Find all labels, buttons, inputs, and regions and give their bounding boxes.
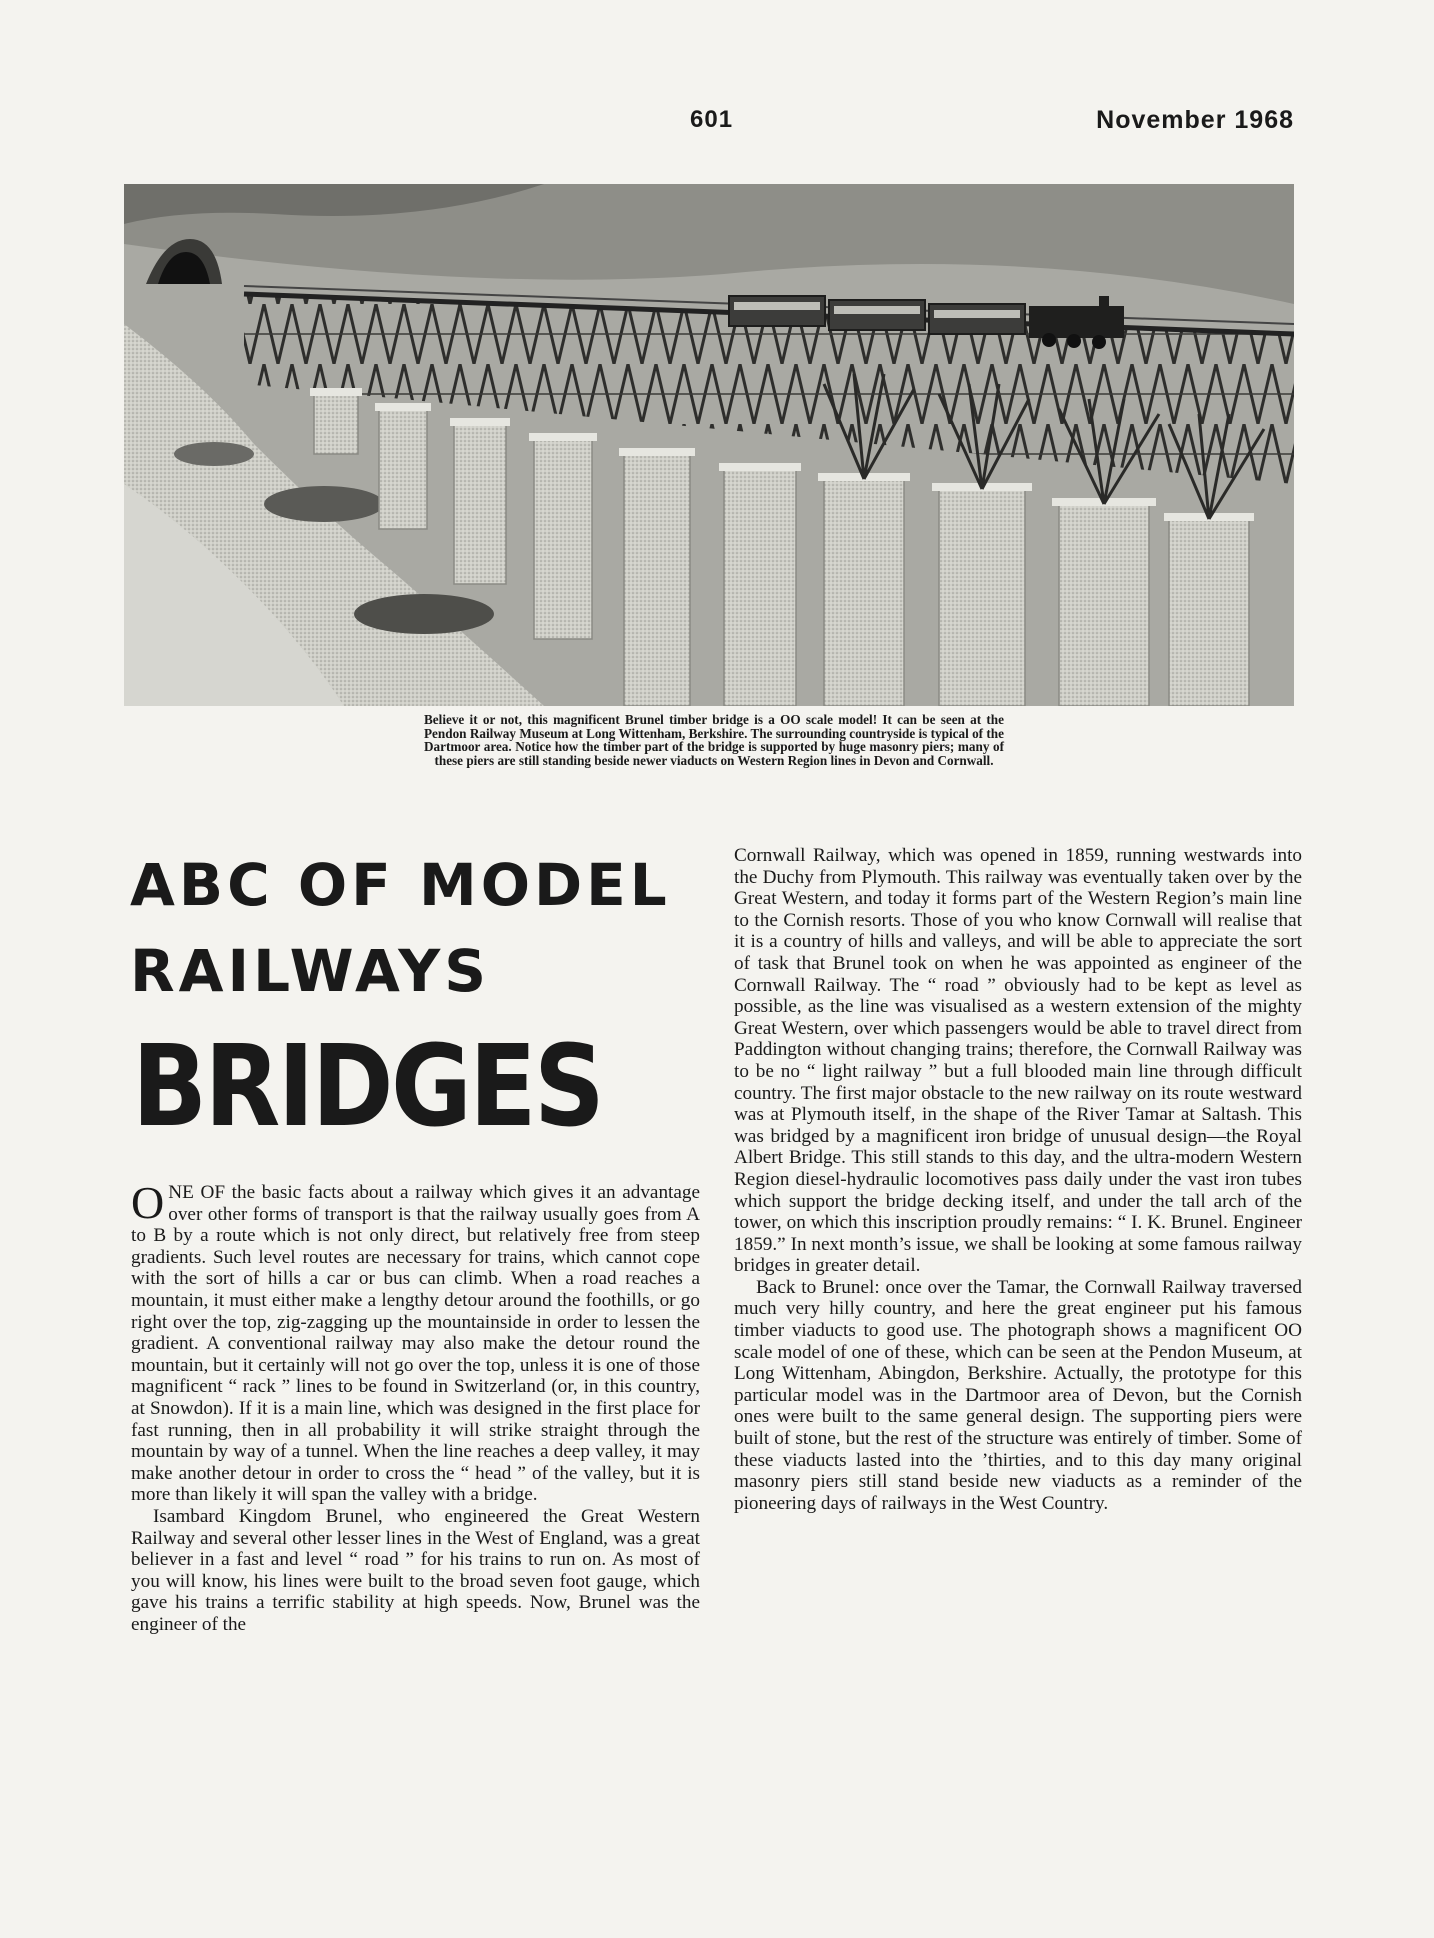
series-title: ABC OF MODEL RAILWAYS: [130, 851, 671, 1005]
viaduct-photo: [124, 184, 1294, 706]
viaduct-photo-illustration: [124, 184, 1294, 706]
article-title: BRIDGES: [132, 1022, 603, 1152]
paragraph: Back to Brunel: once over the Tamar, the Cornwall Railway traversed much very hilly country, and here the great engineer put his famous timber viaducts to good use. The photograph shows a magnificent OO scale model of one of these, which can be seen at the Pendon Museum, at Long Wittenham, Abingdon, Berkshire. Actually, the prototype for this particular model was in the Dartmoor area of Devon, but the Cornish ones were built to the same general design. The supporting piers were built of stone, but the rest of the structure was entirely of timber. Some of these viaducts lasted into the ’thirties, and to this day many original masonry piers still stand beside new viaducts as a reminder of the pioneering days of railways in the West Country.: [734, 1276, 1302, 1514]
article-column-left: [131, 1177, 700, 1635]
issue-date: November 1968: [1096, 106, 1294, 134]
paragraph: Isambard Kingdom Brunel, who engineered the Great Western Railway and several other lesser lines in the West of England, was a great believer in a fast and level “ road ” for his trains to run on. As most of you will know, his lines were built to the broad seven foot gauge, which gave his trains a terrific stability at high speeds. Now, Brunel was the engineer of the: [131, 1505, 700, 1635]
drop-cap: O: [131, 1177, 165, 1228]
photo-caption: Believe it or not, this magnificent Brunel timber bridge is a OO scale model! It can be seen at the Pendon Railway Museum at Long Wittenham, Berkshire. The surrounding countryside is typical of the Dartmoor area. Notice how the timber part of the bridge is supported by huge masonry piers; many of these piers are still standing beside newer viaducts on Western Region lines in Devon and Cornwall.: [424, 712, 1004, 768]
paragraph: Cornwall Railway, which was opened in 1859, running westwards into the Duchy from Plymouth. This railway was eventually taken over by the Great Western, and today it forms part of the Western Region’s main line to the Cornish resorts. Those of you who know Cornwall will realise that it is a country of hills and valleys, and will be able to appreciate the sort of task that Brunel took on when he was appointed as engineer of the Cornwall Railway. The “ road ” obviously had to be kept as level as possible, as the line was visualised as a western extension of the mighty Great Western, over which passengers would be able to travel direct from Paddington without changing trains; therefore, the Cornwall Railway was to be no “ light railway ” but a full blooded main line through difficult country. The first major obstacle to the new railway on its route westward was at Plymouth itself, in the shape of the River Tamar at Saltash. This was bridged by a magnificent iron bridge of unusual design—the Royal Albert Bridge. This still stands to this day, and the ultra-modern Western Region diesel-hydraulic locomotives pass daily under the vast iron tubes which support the bridge decking itself, and under the tall arch of the tower, on which this inscription proudly remains: “ I. K. Brunel. Engineer 1859.” In next month’s issue, we shall be looking at some famous railway bridges in greater detail.: [734, 845, 1302, 1277]
paragraph-text: NE OF the basic facts about a railway which gives it an advantage over other forms of transport is that the railway usually goes from A to B by a route which is not only direct, but relatively free from steep gradients. Such level routes are necessary for trains, which cannot cope with the sort of hills a car or bus can climb. When a road reaches a mountain, it must either make a lengthy detour around the foothills, or go right over the top, zig-zagging up the mountainside in order to lessen the gradient. A conventional railway may also make the detour round the mountain, but it certainly will not go over the top, unless it is one of those magnificent “ rack ” lines to be found in Switzerland (or, in this country, at Snowdon). If it is a main line, which was designed in the first place for fast running, then in all probability it will strike straight through the mountain by way of a tunnel. When the line reaches a deep valley, it may make another detour in order to cross the “ head ” of the valley, but it is more than likely it will span the valley with a bridge.: [131, 1182, 700, 1506]
paragraph: [131, 1177, 700, 1506]
page-number: 601: [690, 106, 734, 133]
article-column-right: [734, 845, 1302, 1514]
